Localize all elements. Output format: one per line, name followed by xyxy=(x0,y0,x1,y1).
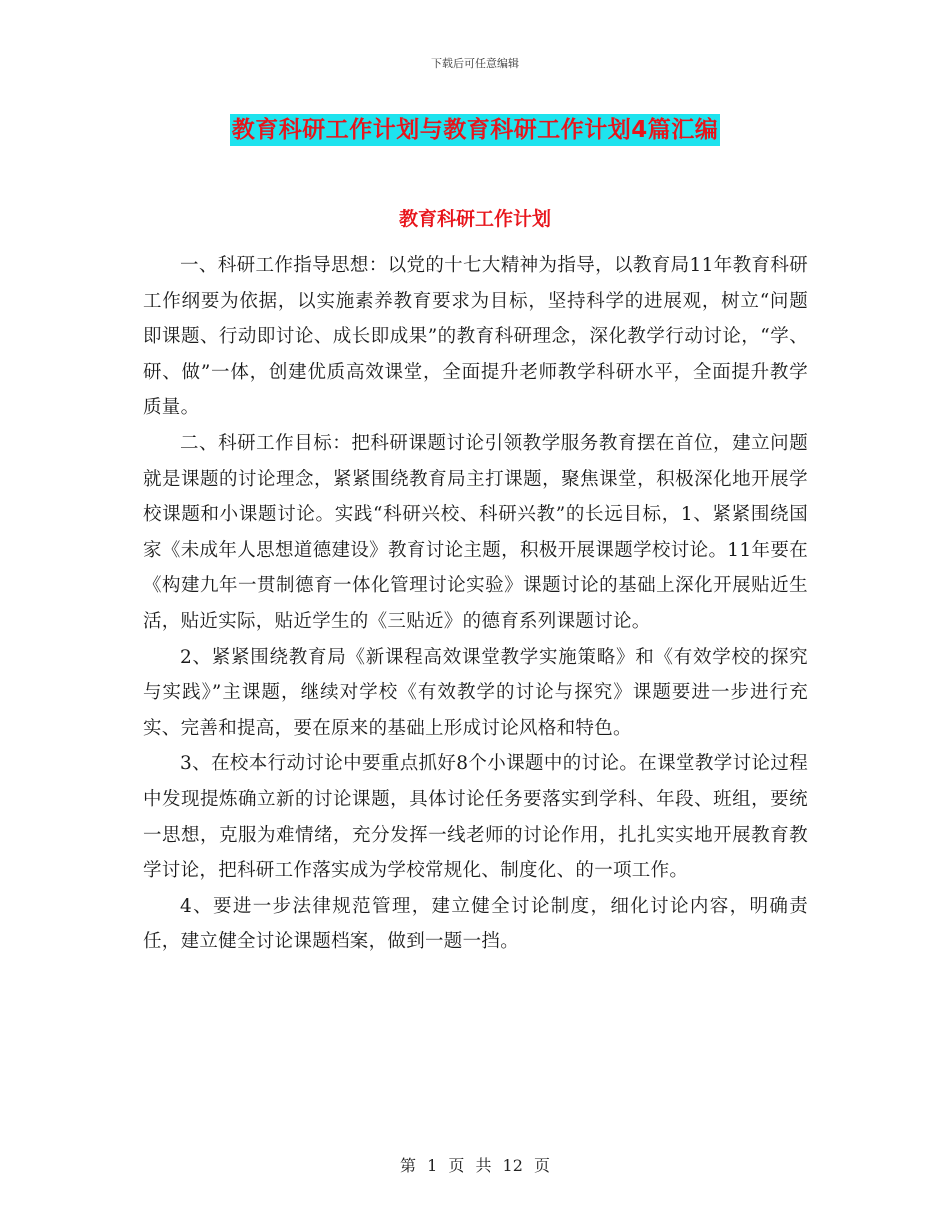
paragraph-item-2: 2、紧紧围绕教育局《新课程高效课堂教学实施策略》和《有效学校的探究与实践》”主课题，继续对学校《有效教学的讨论与探究》课题要进一步进行充实、完善和提高，要在原来的基础上形成讨论风格和特色。 xyxy=(143,646,808,739)
section-title: 教育科研工作计划 xyxy=(398,208,551,230)
body-text xyxy=(143,248,808,960)
page-footer: 第 1 页 共 12 页 xyxy=(400,1156,550,1175)
header-note: 下载后可任意编辑 xyxy=(431,57,519,70)
paragraph-item-4: 4、要进一步法律规范管理，建立健全讨论制度，细化讨论内容，明确责任，建立健全讨论课题档案，做到一题一挡。 xyxy=(143,895,808,953)
paragraph-guiding-thought: 一、科研工作指导思想：以党的十七大精神为指导，以教育局11年教育科研工作纲要为依据，以实施素养教育要求为目标，坚持科学的进展观，树立“问题即课题、行动即讨论、成长即成果”的教育科研理念，深化教学行动讨论，“学、研、做”一体，创建优质高效课堂，全面提升老师教学科研水平，全面提升教学质量。 xyxy=(143,255,808,419)
document-title-container xyxy=(0,114,950,146)
paragraph-item-3: 3、在校本行动讨论中要重点抓好8个小课题中的讨论。在课堂教学讨论过程中发现提炼确立新的讨论课题，具体讨论任务要落实到学科、年段、班组，要统一思想，克服为难情绪，充分发挥一线老师的讨论作用，扎扎实实地开展教育教学讨论，把科研工作落实成为学校常规化、制度化、的一项工作。 xyxy=(143,753,808,882)
document-title: 教育科研工作计划与教育科研工作计划4篇汇编 xyxy=(230,114,721,146)
paragraph-goals: 二、科研工作目标：把科研课题讨论引领教学服务教育摆在首位，建立问题就是课题的讨论理念，紧紧围绕教育局主打课题，聚焦课堂，积极深化地开展学校课题和小课题讨论。实践“科研兴校、科研兴教”的长远目标，1、紧紧围绕国家《未成年人思想道德建设》教育讨论主题，积极开展课题学校讨论。11年要在《构建九年一贯制德育一体化管理讨论实验》课题讨论的基础上深化开展贴近生活，贴近实际，贴近学生的《三贴近》的德育系列课题讨论。 xyxy=(143,432,808,632)
